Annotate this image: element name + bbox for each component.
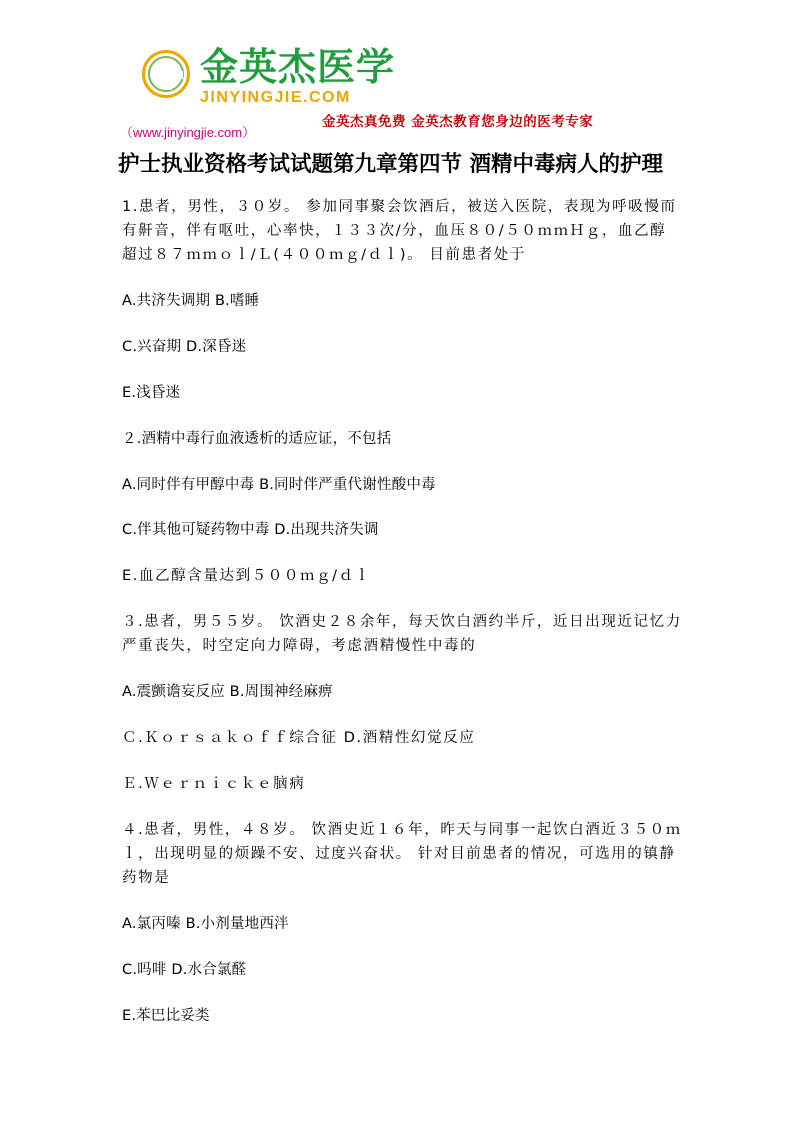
question-1-option-e: E.浅昏迷	[122, 384, 181, 401]
brand-name-cn: 金英杰医学	[200, 45, 396, 89]
question-3-options-ab: A.震颤谵妄反应 B.周围神经麻痹	[122, 684, 333, 701]
question-4-options-ab: A.氯丙嗪 B.小剂量地西泮	[122, 915, 289, 932]
brand-name-en: JINYINGJIE.COM	[200, 89, 351, 106]
question-1-stem: 1.患者，男性，３０岁。 参加同事聚会饮酒后，被送入医院，表现为呼吸慢而有鼾音，伴有呕吐，心率快，１３３次/分，血压８０/５０ｍｍＨｇ，血乙醇超过８７ｍｍｏｌ/Ｌ(４００ｍｇ/ｄｌ)。 目前患者处于	[122, 199, 677, 263]
page-title: 护士执业资格考试试题第九章第四节 酒精中毒病人的护理	[118, 152, 663, 177]
question-2-options-ab: A.同时伴有甲醇中毒 B.同时伴严重代谢性酸中毒	[122, 476, 436, 493]
question-2-option-e: E.血乙醇含量达到５００ｍｇ/ｄｌ	[122, 568, 371, 585]
document-body	[0, 150, 800, 1050]
question-3-options-cd: Ｃ.Ｋｏｒｓａｋｏｆｆ综合征 D.酒精性幻觉反应	[122, 730, 476, 747]
site-url[interactable]: （www.jinyingjie.com）	[120, 125, 256, 140]
question-4-option-e: E.苯巴比妥类	[122, 1007, 210, 1024]
header-tagline: 金英杰真免费 金英杰教育您身边的医考专家	[322, 114, 594, 130]
question-4-stem: ４.患者，男性，４８岁。 饮酒史近１６年，昨天与同事一起饮白酒近３５０ｍｌ，出现明显的烦躁不安、过度兴奋状。 针对目前患者的情况，可选用的镇静药物是	[122, 821, 682, 886]
question-3-stem: ３.患者，男５５岁。 饮酒史２８余年，每天饮白酒约半斤，近日出现近记忆力严重丧失，时空定向力障碍，考虑酒精慢性中毒的	[122, 614, 682, 655]
page-header	[0, 0, 800, 150]
question-4-options-cd: C.吗啡 D.水合氯醛	[122, 961, 247, 978]
question-2-stem: ２.酒精中毒行血液透析的适应证，不包括	[122, 430, 392, 447]
brand-logo-text	[200, 45, 396, 106]
brand-logo	[140, 45, 396, 106]
medical-cross-circle-icon	[140, 48, 194, 102]
question-3-option-e: Ｅ.Ｗｅｒｎｉｃｋｅ脑病	[122, 776, 306, 792]
question-2-options-cd: C.伴其他可疑药物中毒 D.出现共济失调	[122, 522, 379, 539]
question-1-options-ab: A.共济失调期 B.嗜睡	[122, 292, 260, 309]
question-1-options-cd: C.兴奋期 D.深昏迷	[122, 338, 247, 355]
